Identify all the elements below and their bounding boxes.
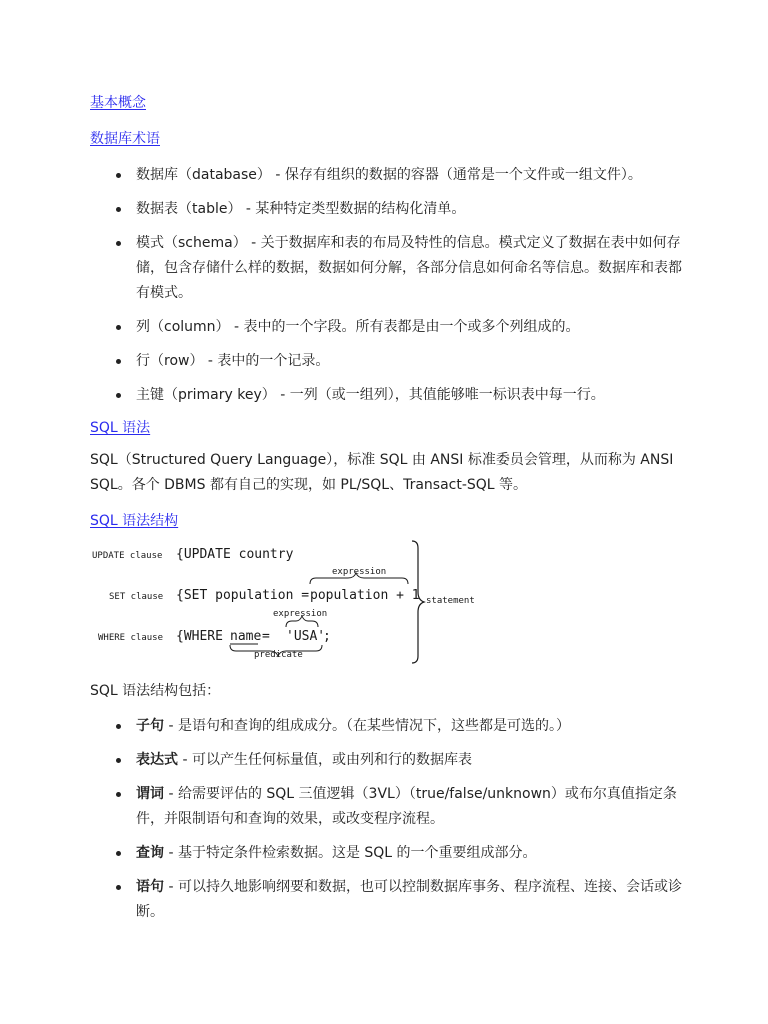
where-code-equals: = bbox=[262, 629, 270, 644]
list-item bbox=[90, 841, 690, 866]
set-code-expression: population + 1 bbox=[310, 588, 420, 603]
sql-syntax-diagram bbox=[90, 540, 490, 665]
list-item: 数据库（database） - 保存有组织的数据的容器（通常是一个文件或一组文件）。 bbox=[90, 163, 690, 188]
part-term: 表达式 bbox=[136, 752, 178, 768]
where-code-prefix: {WHERE bbox=[176, 629, 223, 644]
list-item: 模式（schema） - 关于数据库和表的布局及特性的信息。模式定义了数据在表中如何存储，包含存储什么样的数据，数据如何分解，各部分信息如何命名等信息。数据库和表都有模式。 bbox=[90, 231, 690, 306]
expression-label: expression bbox=[332, 567, 387, 577]
part-term: 子句 bbox=[136, 718, 164, 734]
update-code: {UPDATE country bbox=[176, 547, 294, 562]
terms-link[interactable]: 数据库术语 bbox=[90, 131, 160, 147]
basics-link[interactable]: 基本概念 bbox=[90, 95, 146, 111]
set-code-prefix: {SET population = bbox=[176, 588, 310, 603]
part-term: 语句 bbox=[136, 879, 164, 895]
list-item bbox=[90, 714, 690, 739]
where-code-name: name bbox=[230, 629, 262, 644]
part-term: 谓词 bbox=[136, 786, 164, 802]
list-item: 主键（primary key） - 一列（或一组列），其值能够唯一标识表中每一行。 bbox=[90, 383, 690, 408]
part-term: 查询 bbox=[136, 845, 164, 861]
statement-brace bbox=[412, 541, 424, 663]
structure-intro: SQL 语法结构包括： bbox=[90, 683, 221, 699]
structure-parts-list bbox=[90, 714, 690, 925]
where-code-value: 'USA' bbox=[286, 629, 326, 644]
part-description: - 是语句和查询的组成成分。（在某些情况下，这些都是可选的。） bbox=[164, 718, 570, 734]
expression-overbrace bbox=[310, 573, 408, 584]
expression-label: expression bbox=[273, 609, 328, 619]
where-clause-label: WHERE clause bbox=[98, 633, 164, 643]
list-item: 列（column） - 表中的一个字段。所有表都是由一个或多个列组成的。 bbox=[90, 315, 690, 340]
diagram-braces bbox=[90, 540, 490, 665]
sql-syntax-link[interactable]: SQL 语法 bbox=[90, 420, 151, 436]
part-description: - 给需要评估的 SQL 三值逻辑（3VL）（true/false/unknown）或布尔真值指定条件，并限制语句和查询的效果，或改变程序流程。 bbox=[136, 786, 677, 827]
set-clause-label: SET clause bbox=[109, 592, 164, 602]
part-description: - 基于特定条件检索数据。这是 SQL 的一个重要组成部分。 bbox=[164, 845, 537, 861]
list-item bbox=[90, 782, 690, 832]
predicate-label: predicate bbox=[254, 650, 303, 660]
predicate-underbrace bbox=[230, 645, 322, 656]
document-page bbox=[90, 92, 690, 934]
update-clause-label: UPDATE clause bbox=[92, 551, 163, 561]
where-code-end: ; bbox=[323, 629, 331, 644]
list-item: 行（row） - 表中的一个记录。 bbox=[90, 349, 690, 374]
sql-structure-link[interactable]: SQL 语法结构 bbox=[90, 513, 179, 529]
list-item bbox=[90, 875, 690, 925]
part-description: - 可以持久地影响纲要和数据，也可以控制数据库事务、程序流程、连接、会话或诊断。 bbox=[136, 879, 682, 920]
sql-syntax-paragraph: SQL（Structured Query Language），标准 SQL 由 ANSI 标准委员会管理，从而称为 ANSI SQL。各个 DBMS 都有自己的实现，如 PL/SQL、Transact-SQL 等。 bbox=[90, 452, 674, 493]
statement-label: statement bbox=[426, 596, 475, 606]
list-item: 数据表（table） - 某种特定类型数据的结构化清单。 bbox=[90, 197, 690, 222]
list-item bbox=[90, 748, 690, 773]
terms-list bbox=[90, 163, 690, 408]
part-description: - 可以产生任何标量值，或由列和行的数据库表 bbox=[178, 752, 472, 768]
expression-overbrace bbox=[286, 616, 318, 627]
